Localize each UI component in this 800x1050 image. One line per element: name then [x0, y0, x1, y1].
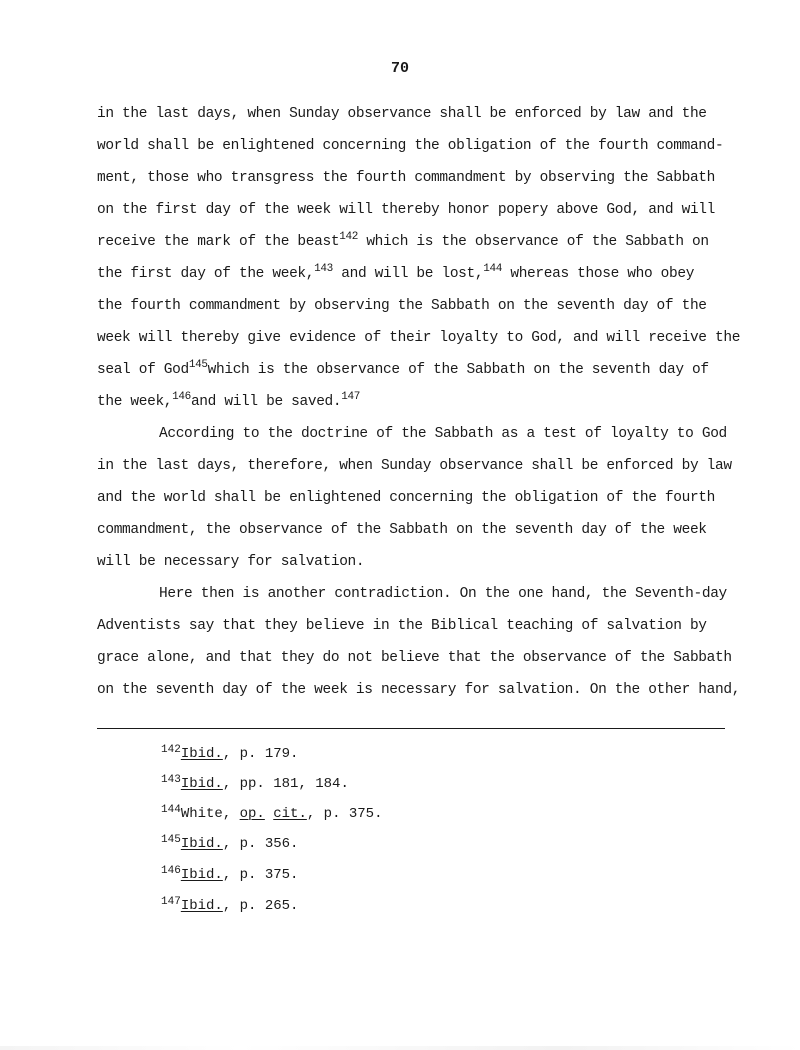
body-line: week will thereby give evidence of their loyalty to God, and will receive the	[97, 330, 741, 346]
body-line	[97, 233, 709, 251]
footnote	[161, 866, 298, 884]
body-line	[97, 265, 694, 283]
body-line: in the last days, when Sunday observance shall be enforced by law and the	[97, 106, 707, 122]
footnote-ref: 147	[341, 391, 361, 403]
scan-edge	[0, 1046, 800, 1050]
footnote-number: 143	[161, 774, 181, 786]
body-line: the fourth commandment by observing the Sabbath on the seventh day of the	[97, 298, 707, 314]
footnote-ref: 143	[314, 263, 333, 275]
body-line: According to the doctrine of the Sabbath as a test of loyalty to God	[159, 426, 727, 442]
footnote-text: , p. 375.	[306, 806, 383, 822]
body-line: on the seventh day of the week is necessary for salvation. On the other hand,	[97, 682, 741, 698]
footnote-citation: Ibid.	[180, 746, 223, 762]
footnote-ref: 146	[172, 391, 191, 403]
body-line: world shall be enlightened concerning the obligation of the fourth command-	[97, 138, 724, 154]
footnote-text: , p. 356.	[222, 836, 299, 852]
text-run: which is the observance of the Sabbath on the seventh day of	[207, 362, 709, 378]
footnote-text: , pp. 181, 184.	[222, 776, 349, 792]
footnote-number: 142	[161, 744, 181, 756]
body-line	[97, 393, 360, 411]
footnote-number: 147	[161, 896, 181, 908]
footnote	[161, 835, 298, 853]
text-run: seal of God	[97, 362, 189, 378]
footnote-citation: cit.	[273, 806, 307, 822]
body-line: Here then is another contradiction. On the one hand, the Seventh-day	[159, 586, 727, 602]
footnote-text: , p. 375.	[222, 867, 299, 883]
footnote-number: 144	[161, 804, 181, 816]
footnote-citation: Ibid.	[180, 898, 223, 914]
page-number: 70	[390, 60, 409, 77]
text-run: the first day of the week,	[97, 266, 315, 282]
body-line: grace alone, and that they do not believe that the observance of the Sabbath	[97, 650, 732, 666]
text-run: which is the observance of the Sabbath on	[357, 234, 709, 250]
text-run: and will be saved.	[190, 394, 342, 410]
footnote-number: 145	[161, 834, 181, 846]
footnote-ref: 142	[339, 231, 358, 243]
footnote-citation: Ibid.	[180, 836, 223, 852]
body-line: Adventists say that they believe in the Biblical teaching of salvation by	[97, 618, 707, 634]
footnote-author: White,	[180, 806, 240, 822]
body-line: on the first day of the week will thereby honor popery above God, and will	[97, 202, 716, 218]
footnote	[161, 745, 298, 763]
footnote	[161, 775, 349, 793]
body-line: commandment, the observance of the Sabbath on the seventh day of the week	[97, 522, 707, 538]
footnote-ref: 145	[188, 359, 208, 371]
footnote	[161, 897, 298, 915]
footnote-citation: Ibid.	[180, 867, 223, 883]
footnote	[161, 805, 382, 823]
body-line: ment, those who transgress the fourth commandment by observing the Sabbath	[97, 170, 716, 186]
body-line: in the last days, therefore, when Sunday observance shall be enforced by law	[97, 458, 732, 474]
body-line: and the world shall be enlightened concerning the obligation of the fourth	[97, 490, 716, 506]
footnote-ref: 144	[483, 263, 502, 275]
text-run: the week,	[97, 394, 173, 410]
footnote-text: , p. 179.	[222, 746, 299, 762]
text-run: receive the mark of the beast	[97, 234, 340, 250]
footnote-separator	[265, 806, 273, 822]
footnote-citation: Ibid.	[180, 776, 223, 792]
footnote-divider	[97, 728, 725, 729]
body-line	[97, 361, 709, 379]
text-run: and will be lost,	[332, 266, 484, 282]
footnote-text: , p. 265.	[222, 898, 299, 914]
footnote-number: 146	[161, 865, 181, 877]
footnote-citation: op.	[239, 806, 265, 822]
text-run: whereas those who obey	[502, 266, 695, 282]
body-line: will be necessary for salvation.	[97, 554, 365, 570]
